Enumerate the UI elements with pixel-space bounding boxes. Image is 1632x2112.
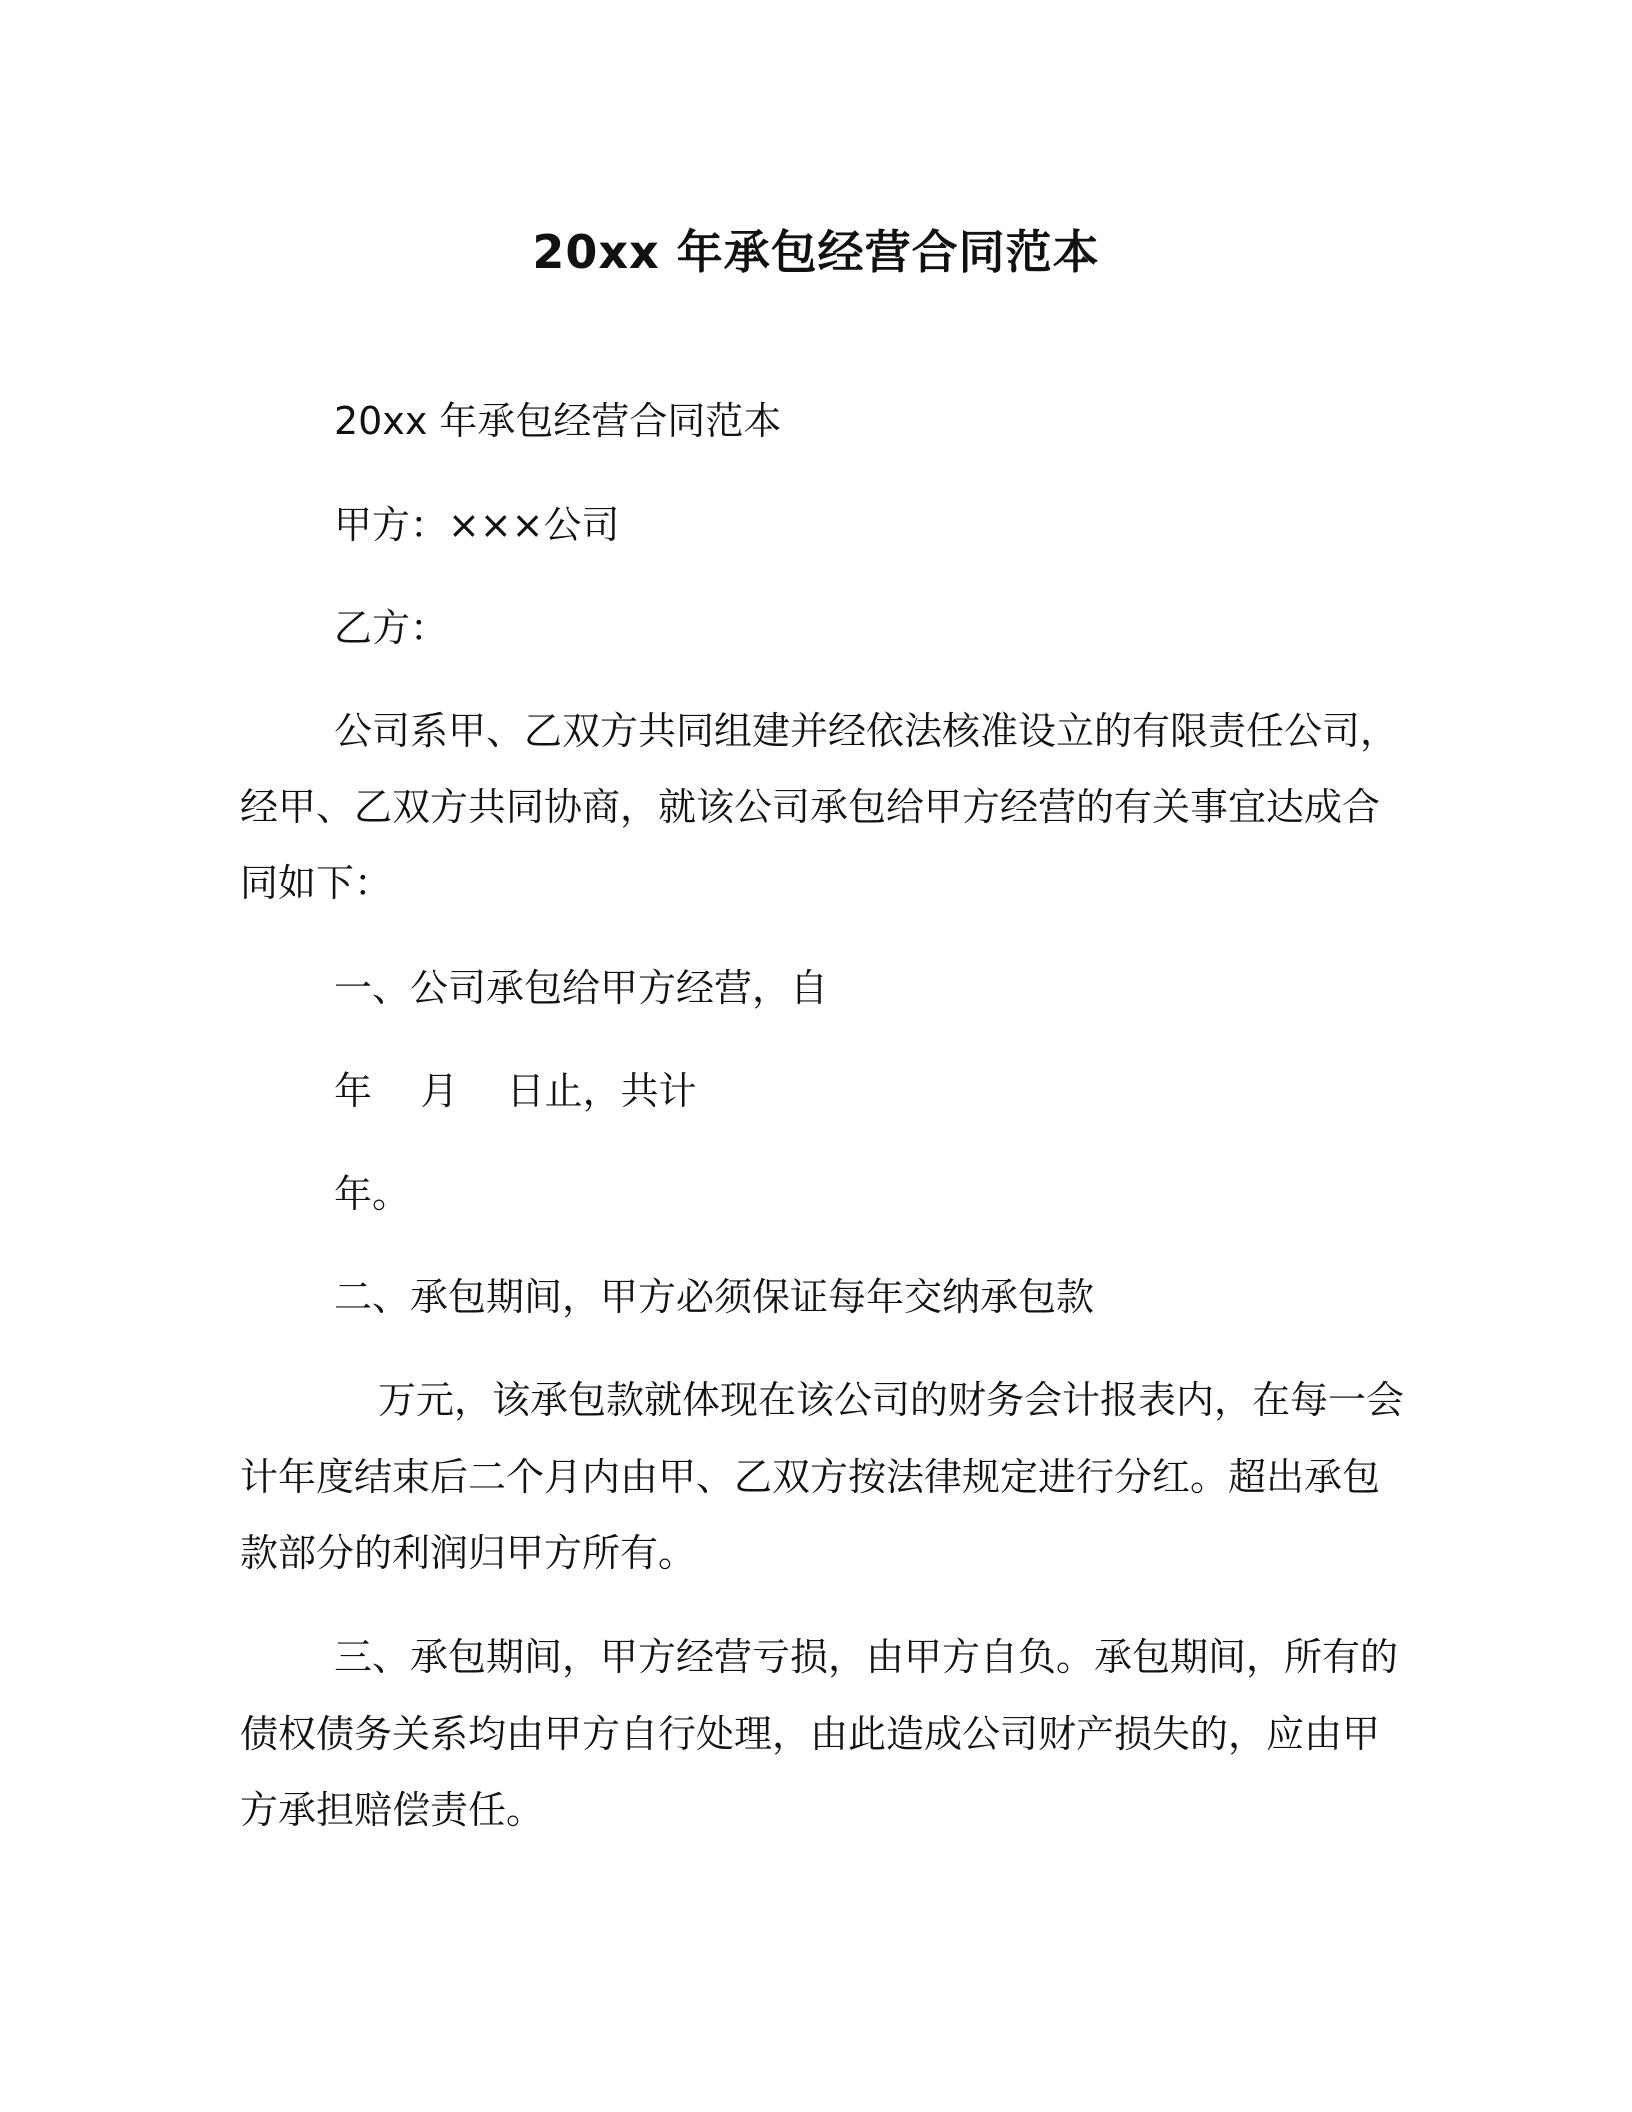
paragraph-intro-line-3: 同如下： xyxy=(240,861,393,905)
subtitle-line: 20xx 年承包经营合同范本 xyxy=(334,399,782,443)
clause-3-line-3: 方承担赔偿责任。 xyxy=(240,1788,545,1832)
document-title: 20xx 年承包经营合同范本 xyxy=(532,225,1100,279)
clause-3-line-2: 债权债务关系均由甲方自行处理，由此造成公司财产损失的，应由甲 xyxy=(240,1712,1381,1756)
clause-2-line-4: 款部分的利润归甲方所有。 xyxy=(240,1531,697,1575)
clause-2-line-3: 计年度结束后二个月内由甲、乙双方按法律规定进行分红。超出承包 xyxy=(240,1455,1381,1499)
clause-1-line-2: 年 月 日止，共计 xyxy=(334,1069,697,1113)
paragraph-intro-line-2: 经甲、乙双方共同协商，就该公司承包给甲方经营的有关事宜达成合 xyxy=(240,785,1381,829)
party-a-line: 甲方：×××公司 xyxy=(334,503,620,547)
clause-3-line-1: 三、承包期间，甲方经营亏损，由甲方自负。承包期间，所有的 xyxy=(334,1635,1399,1679)
clause-1-line-3: 年。 xyxy=(334,1172,411,1216)
paragraph-intro-line-1: 公司系甲、乙双方共同组建并经依法核准设立的有限责任公司， xyxy=(334,709,1399,753)
party-b-line: 乙方： xyxy=(334,606,449,650)
clause-1-line-1: 一、公司承包给甲方经营，自 xyxy=(334,966,829,1010)
clause-2-line-2: 万元，该承包款就体现在该公司的财务会计报表内，在每一会 xyxy=(378,1378,1405,1422)
clause-2-line-1: 二、承包期间，甲方必须保证每年交纳承包款 xyxy=(334,1275,1095,1319)
